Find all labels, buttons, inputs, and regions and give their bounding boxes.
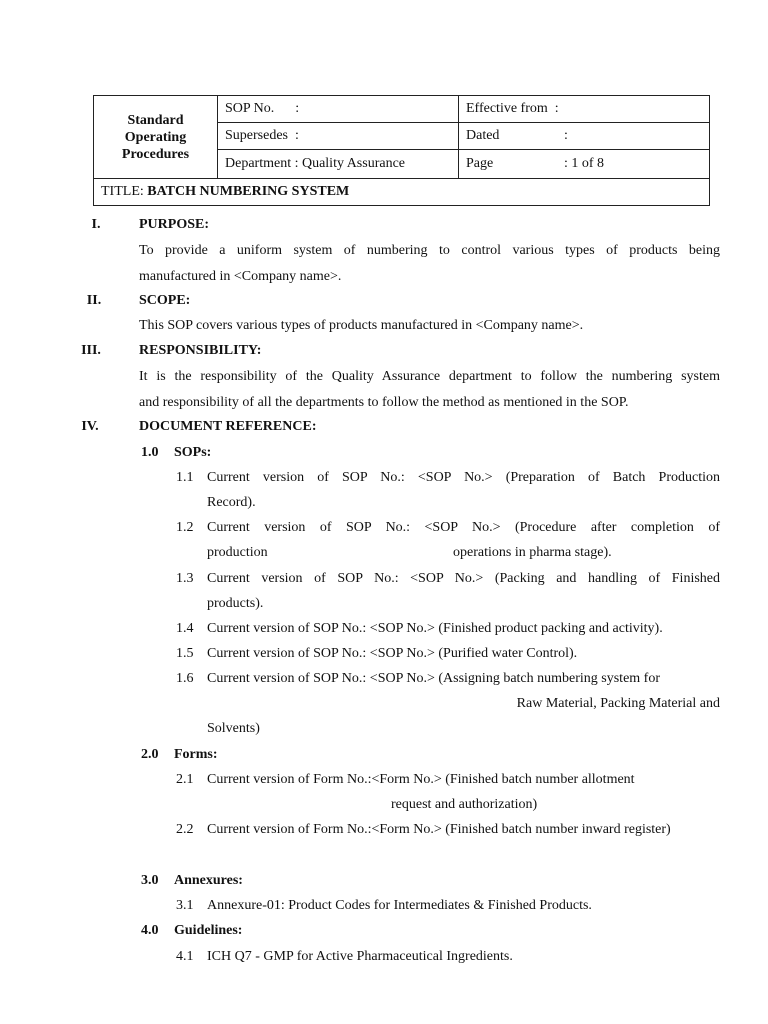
effective-from-cell	[459, 96, 710, 123]
form-item-line-2: request and authorization)	[391, 797, 538, 812]
sop-item-line-1: Current version of SOP No.: <SOP No.> (Purified water Control).	[207, 646, 578, 661]
sop-item-number: 1.2	[176, 520, 194, 535]
sop-item-line-2: Record).	[207, 495, 256, 510]
guideline-item-text: ICH Q7 - GMP for Active Pharmaceutical Ingredients.	[207, 949, 513, 964]
annexure-item-text: Annexure-01: Product Codes for Intermediates & Finished Products.	[207, 898, 592, 913]
forms-heading: Forms:	[174, 747, 218, 762]
page-cell	[459, 150, 710, 179]
effective-from-label: Effective from :	[466, 101, 559, 116]
title-label: TITLE:	[101, 184, 144, 199]
sop-item-number: 1.4	[176, 621, 194, 636]
sop-item-number: 1.5	[176, 646, 194, 661]
docref-number: IV.	[81, 419, 99, 434]
sop-item-line-1: Current version of SOP No.: <SOP No.> (Packing and handling of Finished	[207, 571, 720, 586]
title-cell	[94, 179, 710, 206]
sop-item-number: 1.6	[176, 671, 194, 686]
page-label: Page	[466, 156, 494, 171]
document-title: BATCH NUMBERING SYSTEM	[147, 184, 350, 199]
docref-heading: DOCUMENT REFERENCE:	[139, 419, 317, 434]
purpose-heading: PURPOSE:	[139, 217, 209, 232]
purpose-line-1: To provide a uniform system of numbering to control various types of products being	[139, 243, 720, 258]
annexures-heading: Annexures:	[174, 873, 243, 888]
form-item-number: 2.2	[176, 822, 194, 837]
sop-item-line-3: Solvents)	[207, 721, 260, 736]
scope-text: This SOP covers various types of products manufactured in <Company name>.	[139, 318, 584, 333]
sop-label-line-1: Standard	[127, 112, 184, 128]
purpose-number: I.	[91, 217, 101, 232]
sops-number: 1.0	[141, 445, 159, 460]
sop-no-label: SOP No. :	[225, 101, 300, 116]
dated-cell	[459, 123, 710, 150]
sop-item-number: 1.3	[176, 571, 194, 586]
supersedes-label: Supersedes :	[225, 128, 299, 143]
sop-item-line-2: Raw Material, Packing Material and	[516, 696, 720, 711]
purpose-line-2: manufactured in <Company name>.	[139, 269, 342, 284]
sop-item-number: 1.1	[176, 470, 194, 485]
responsibility-heading: RESPONSIBILITY:	[139, 343, 262, 358]
sop-item-line-2b: operations in pharma stage).	[453, 545, 612, 560]
dated-colon: :	[564, 128, 568, 143]
sop-label-line-2: Operating	[124, 129, 187, 145]
sop-item-line-2: products).	[207, 596, 264, 611]
sops-heading: SOPs:	[174, 445, 212, 460]
sop-label-line-3: Procedures	[121, 146, 190, 162]
sop-header-table	[93, 95, 710, 206]
sop-no-cell	[218, 96, 459, 123]
responsibility-line-2: and responsibility of all the departments to follow the method as mentioned in the SOP.	[139, 395, 629, 410]
guideline-item-number: 4.1	[176, 949, 194, 964]
sop-item-line-1: Current version of SOP No.: <SOP No.> (Assigning batch numbering system for	[207, 671, 661, 686]
sop-item-line-1: Current version of SOP No.: <SOP No.> (Finished product packing and activity).	[207, 621, 663, 636]
form-item-line-1: Current version of Form No.:<Form No.> (Finished batch number inward register)	[207, 822, 671, 837]
forms-number: 2.0	[141, 747, 159, 762]
guidelines-heading: Guidelines:	[174, 923, 243, 938]
dated-label: Dated	[466, 128, 500, 143]
form-item-number: 2.1	[176, 772, 194, 787]
supersedes-cell	[218, 123, 459, 150]
page-value: : 1 of 8	[564, 156, 605, 171]
sop-label-cell	[94, 96, 218, 179]
sop-item-line-1: Current version of SOP No.: <SOP No.> (Procedure after completion of	[207, 520, 720, 535]
scope-number: II.	[86, 293, 102, 308]
guidelines-number: 4.0	[141, 923, 159, 938]
department-label: Department : Quality Assurance	[225, 156, 406, 171]
sop-item-line-2a: production	[207, 545, 268, 560]
form-item-line-1: Current version of Form No.:<Form No.> (Finished batch number allotment	[207, 772, 635, 787]
responsibility-number: III.	[81, 343, 101, 358]
responsibility-line-1: It is the responsibility of the Quality Assurance department to follow the numbering system	[139, 369, 720, 384]
scope-heading: SCOPE:	[139, 293, 191, 308]
sop-item-line-1: Current version of SOP No.: <SOP No.> (Preparation of Batch Production	[207, 470, 720, 485]
annexure-item-number: 3.1	[176, 898, 194, 913]
department-cell	[218, 150, 459, 179]
annexures-number: 3.0	[141, 873, 159, 888]
